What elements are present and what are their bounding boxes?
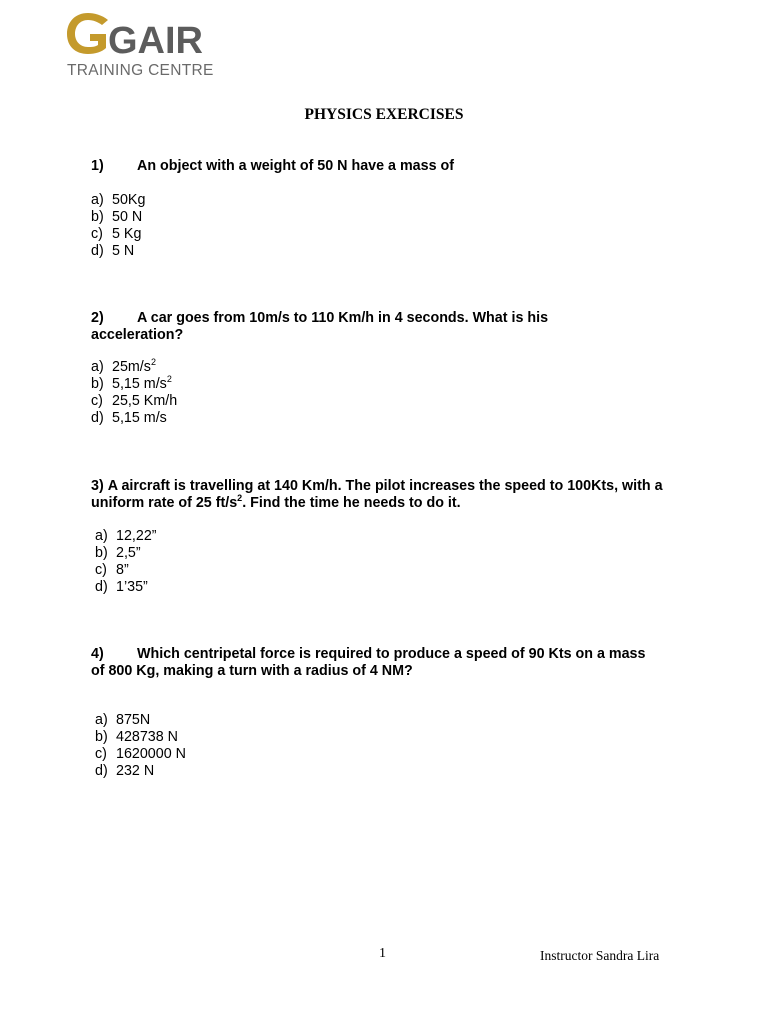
logo-brand-text: GAIR: [108, 20, 203, 62]
question-number: 2): [91, 310, 104, 326]
options-2: [91, 359, 177, 427]
gair-logo: [64, 10, 234, 82]
question-number: 1): [91, 158, 104, 174]
question-text-end: . Find the time he needs to do it.: [242, 495, 461, 511]
options-3: [95, 528, 157, 596]
option: d) 1’35”: [95, 579, 148, 595]
option: b) 2,5”: [95, 545, 141, 561]
option: a) 875N: [95, 712, 151, 728]
option: a) 50Kg: [91, 192, 146, 208]
question-superscript: 2: [237, 493, 243, 504]
option: c) 25,5 Km/h: [91, 393, 178, 409]
options-4: [95, 712, 186, 780]
question-text: Which centripetal force is required to produce a speed of 90 Kts on a mass of 800 Kg, making a turn with a radius of 4 NM?: [91, 646, 646, 679]
options-1: [91, 192, 145, 260]
option: d) 5 N: [91, 243, 135, 259]
question-text: A aircraft is travelling at 140 Km/h. The pilot increases the speed to 100Kts, with a uniform rate of 25 ft/s: [91, 478, 663, 511]
option: d) 5,15 m/s: [91, 410, 167, 426]
question-text: A car goes from 10m/s to 110 Km/h in 4 seconds. What is his acceleration?: [91, 310, 549, 343]
option: c) 5 Kg: [91, 226, 142, 242]
option: b) 428738 N: [95, 729, 179, 745]
option: a) $25m/s^2$: [91, 357, 156, 375]
question-number: 4): [91, 646, 104, 662]
question-text: An object with a weight of 50 N have a mass of: [137, 158, 454, 174]
question-4: [91, 646, 656, 680]
option: b) 50 N: [91, 209, 143, 225]
question-2: [91, 310, 611, 344]
page-number: 1: [379, 946, 386, 961]
instructor-name: Instructor Sandra Lira: [540, 948, 660, 963]
question-number: 3): [91, 478, 104, 494]
option: d) 232 N: [95, 763, 155, 779]
page-title: PHYSICS EXERCISES: [304, 106, 464, 123]
option: a) 12,22”: [95, 528, 157, 544]
logo-subtitle: TRAINING CENTRE: [67, 62, 214, 79]
option: b) 5,15 $m/s^2$: [91, 374, 172, 392]
question-1: [91, 158, 691, 175]
option: c) 8”: [95, 562, 129, 578]
option: c) 1620000 N: [95, 746, 186, 762]
question-3: [91, 478, 681, 512]
